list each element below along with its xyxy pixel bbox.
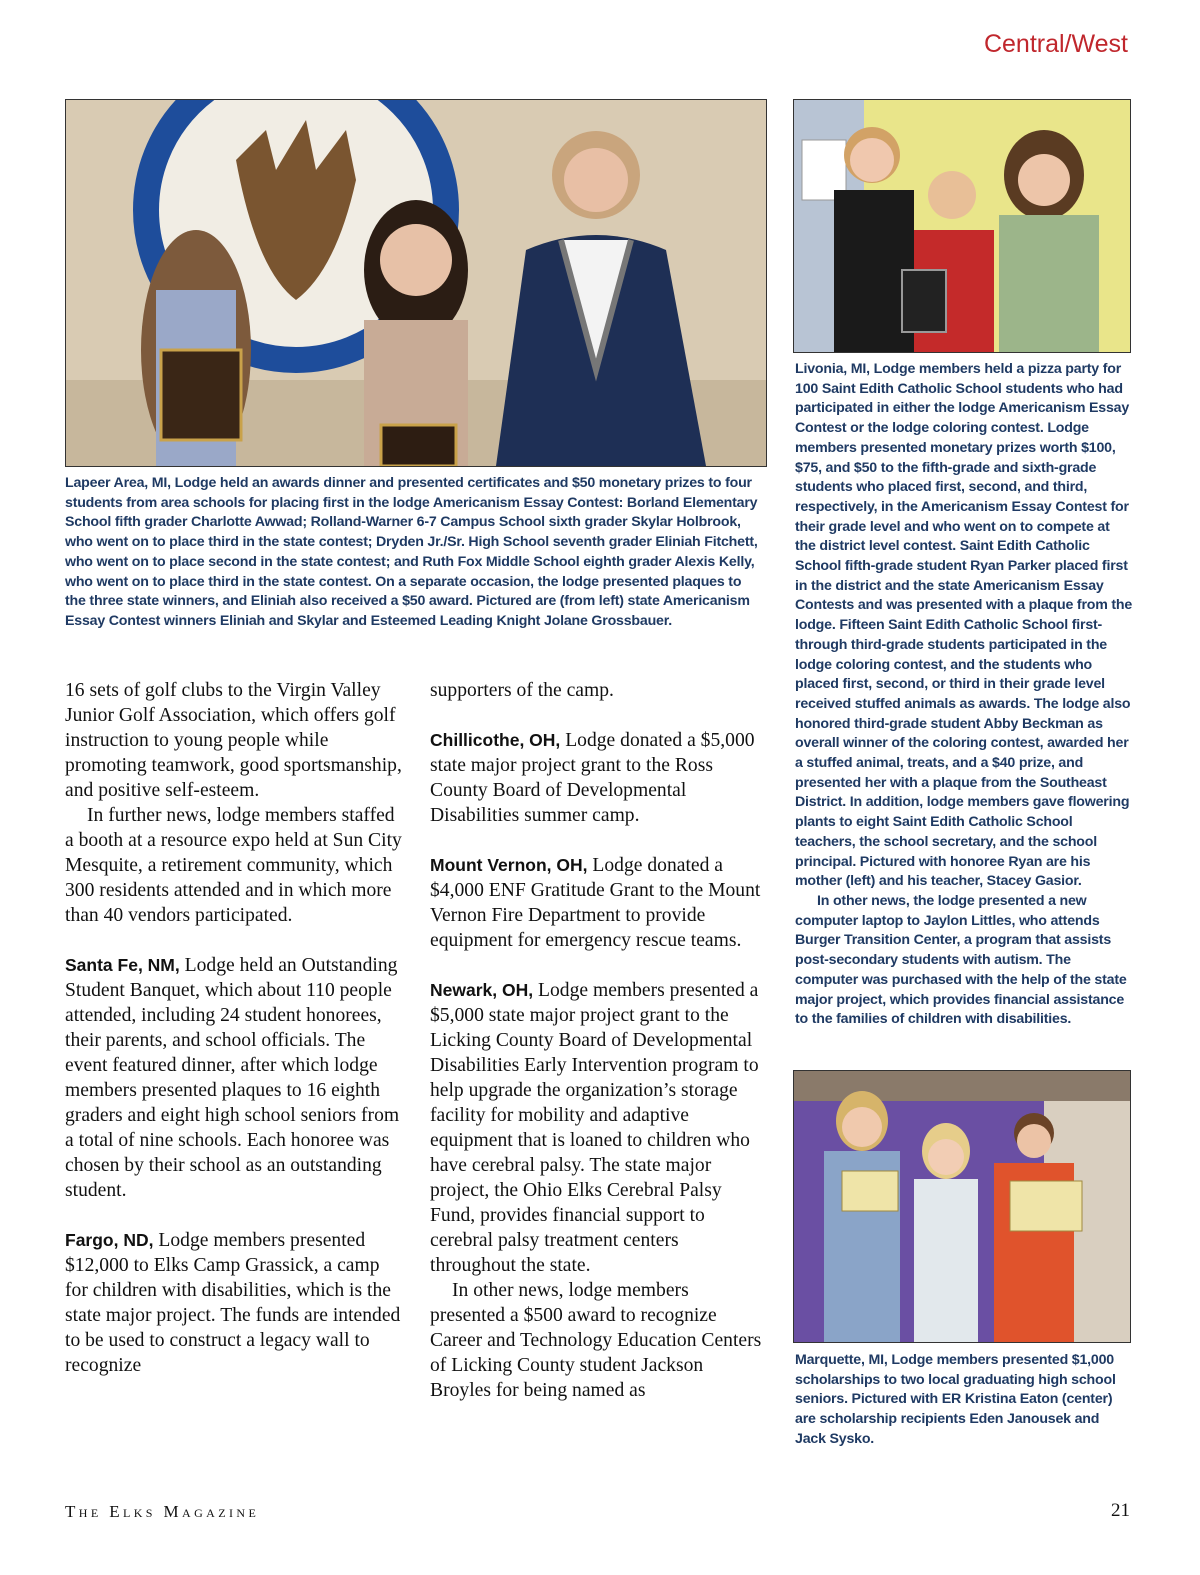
lapeer-caption	[65, 474, 765, 632]
livonia-caption	[795, 360, 1133, 1030]
santa-fe-item	[65, 953, 403, 1203]
fargo-item	[65, 1228, 403, 1378]
caption-place-marquette: Marquette, MI,	[795, 1352, 888, 1368]
mount-vernon-text: Lodge donated a $4,000 ENF Gratitude Grant to the Mount Vernon Fire Department to provide equipment for emergency rescue teams.	[430, 855, 761, 951]
lapeer-photo	[65, 99, 767, 467]
chillicothe-text: Lodge donated a $5,000 state major project grant to the Ross County Board of Developmental Disabilities summer camp.	[430, 730, 755, 826]
newark-text: Lodge members presented a $5,000 state major project grant to the Licking County Board of Developmental Disabilities Early Intervention program to help upgrade the organization’s storage facility for mobility and adaptive equipment that is loaned to children who have cerebral palsy. The state major project, the Ohio Elks Cerebral Palsy Fund, provides financial support to cerebral palsy treatment centers throughout the state.	[430, 980, 759, 1276]
col1-paragraph-2: In further news, lodge members staffed a booth at a resource expo held at Sun City Mesquite, a retirement community, which 300 residents attended and in which more than 40 vendors participated.	[65, 805, 402, 926]
newark-place: Newark, OH,	[430, 980, 534, 1000]
caption-text-livonia: Lodge members held a pizza party for 100 Saint Edith Catholic School students who had participated in either the lodge Americanism Essay Contest or the lodge coloring contest. Lodge members presented monetary prizes worth $100, $75, and $50 to the fifth-grade and sixth-grade students who placed first, second, and third, respectively, in the Americanism Essay Contest for their grade level and who went on to compete at the district level contest. Saint Edith Catholic School fifth-grade student Ryan Parker placed first in the district and the state Americanism Essay Contests and was presented with a plaque from the lodge. Fifteen Saint Edith Catholic School first- through third-grade students participated in the lodge coloring contest, and the students who placed first, second, or third in their grade level received stuffed animals as awards. The lodge also honored third-grade student Abby Beckman as overall winner of the coloring contest, awarded her a stuffed animal, treats, and a $40 prize, and presented her with a plaque from the Southeast District. In addition, lodge members gave flowering plants to eight Saint Edith Catholic School teachers, the school secretary, and the school principal. Pictured with honoree Ryan are his mother (left) and his teacher, Stacey Gasior.	[795, 361, 1133, 890]
caption-place-livonia: Livonia, MI,	[795, 361, 870, 377]
marquette-caption	[795, 1351, 1133, 1450]
col2-paragraph-1: supporters of the camp.	[430, 680, 614, 701]
body-column-2	[430, 678, 768, 1403]
chillicothe-place: Chillicothe, OH,	[430, 730, 561, 750]
marquette-photo	[793, 1070, 1131, 1343]
magazine-title: The Elks Magazine	[65, 1502, 260, 1521]
livonia-photo	[793, 99, 1131, 353]
col2-paragraph-last: In other news, lodge members presented a $500 award to recognize Career and Technology Education Centers of Licking County student Jackson Broyles for being named as	[430, 1280, 762, 1401]
caption-text-livonia-2: In other news, the lodge presented a new computer laptop to Jaylon Littles, who attends Burger Transition Center, a program that assists post-secondary students with autism. The computer was purchased with the help of the state major project, which provides financial assistance to the families of children with disabilities.	[795, 892, 1127, 1028]
chillicothe-item	[430, 728, 768, 828]
mount-vernon-item	[430, 853, 768, 953]
mount-vernon-place: Mount Vernon, OH,	[430, 855, 588, 875]
santa-fe-place: Santa Fe, NM,	[65, 955, 180, 975]
body-column-1	[65, 678, 403, 1378]
section-label: Central/West	[983, 30, 1128, 58]
newark-item	[430, 978, 768, 1278]
page-number: 21	[1111, 1500, 1130, 1521]
col1-paragraph-1: 16 sets of golf clubs to the Virgin Valley Junior Golf Association, which offers golf instruction to young people while promoting teamwork, good sportsmanship, and positive self-esteem.	[65, 680, 402, 801]
caption-place-lapeer: Lapeer Area, MI,	[65, 475, 171, 491]
fargo-place: Fargo, ND,	[65, 1230, 154, 1250]
santa-fe-text: Lodge held an Outstanding Student Banquet, which about 110 people attended, including 24 student honorees, their parents, and school officials. The event featured dinner, after which lodge members presented plaques to 16 eighth graders and eight high school seniors from a total of nine schools. Each honoree was chosen by their school as an outstanding student.	[65, 955, 400, 1201]
fargo-text: Lodge members presented $12,000 to Elks Camp Grassick, a camp for children with disabilities, which is the state major project. The funds are intended to be used to construct a legacy wall to recognize	[65, 1230, 401, 1376]
caption-text-marquette: Lodge members presented $1,000 scholarships to two local graduating high school seniors. Pictured with ER Kristina Eaton (center) are scholarship recipients Eden Janousek and Jack Sysko.	[795, 1352, 1116, 1447]
caption-text-lapeer: Lodge held an awards dinner and presented certificates and $50 monetary prizes to four students from area schools for placing first in the lodge Americanism Essay Contest: Borland Elementary School fifth grader Charlotte Awwad; Rolland-Warner 6-7 Campus School sixth grader Skylar Holbrook, who went on to place third in the state contest; Dryden Jr./Sr. High School seventh grader Eliniah Fitchett, who went on to place second in the state contest; and Ruth Fox Middle School eighth grader Alexis Kelly, who went on to place third in the state contest. On a separate occasion, the lodge presented plaques to the three state winners, and Eliniah also received a $50 award. Pictured are (from left) state Americanism Essay Contest winners Eliniah and Skylar and Esteemed Leading Knight Jolane Grossbauer.	[65, 475, 758, 629]
